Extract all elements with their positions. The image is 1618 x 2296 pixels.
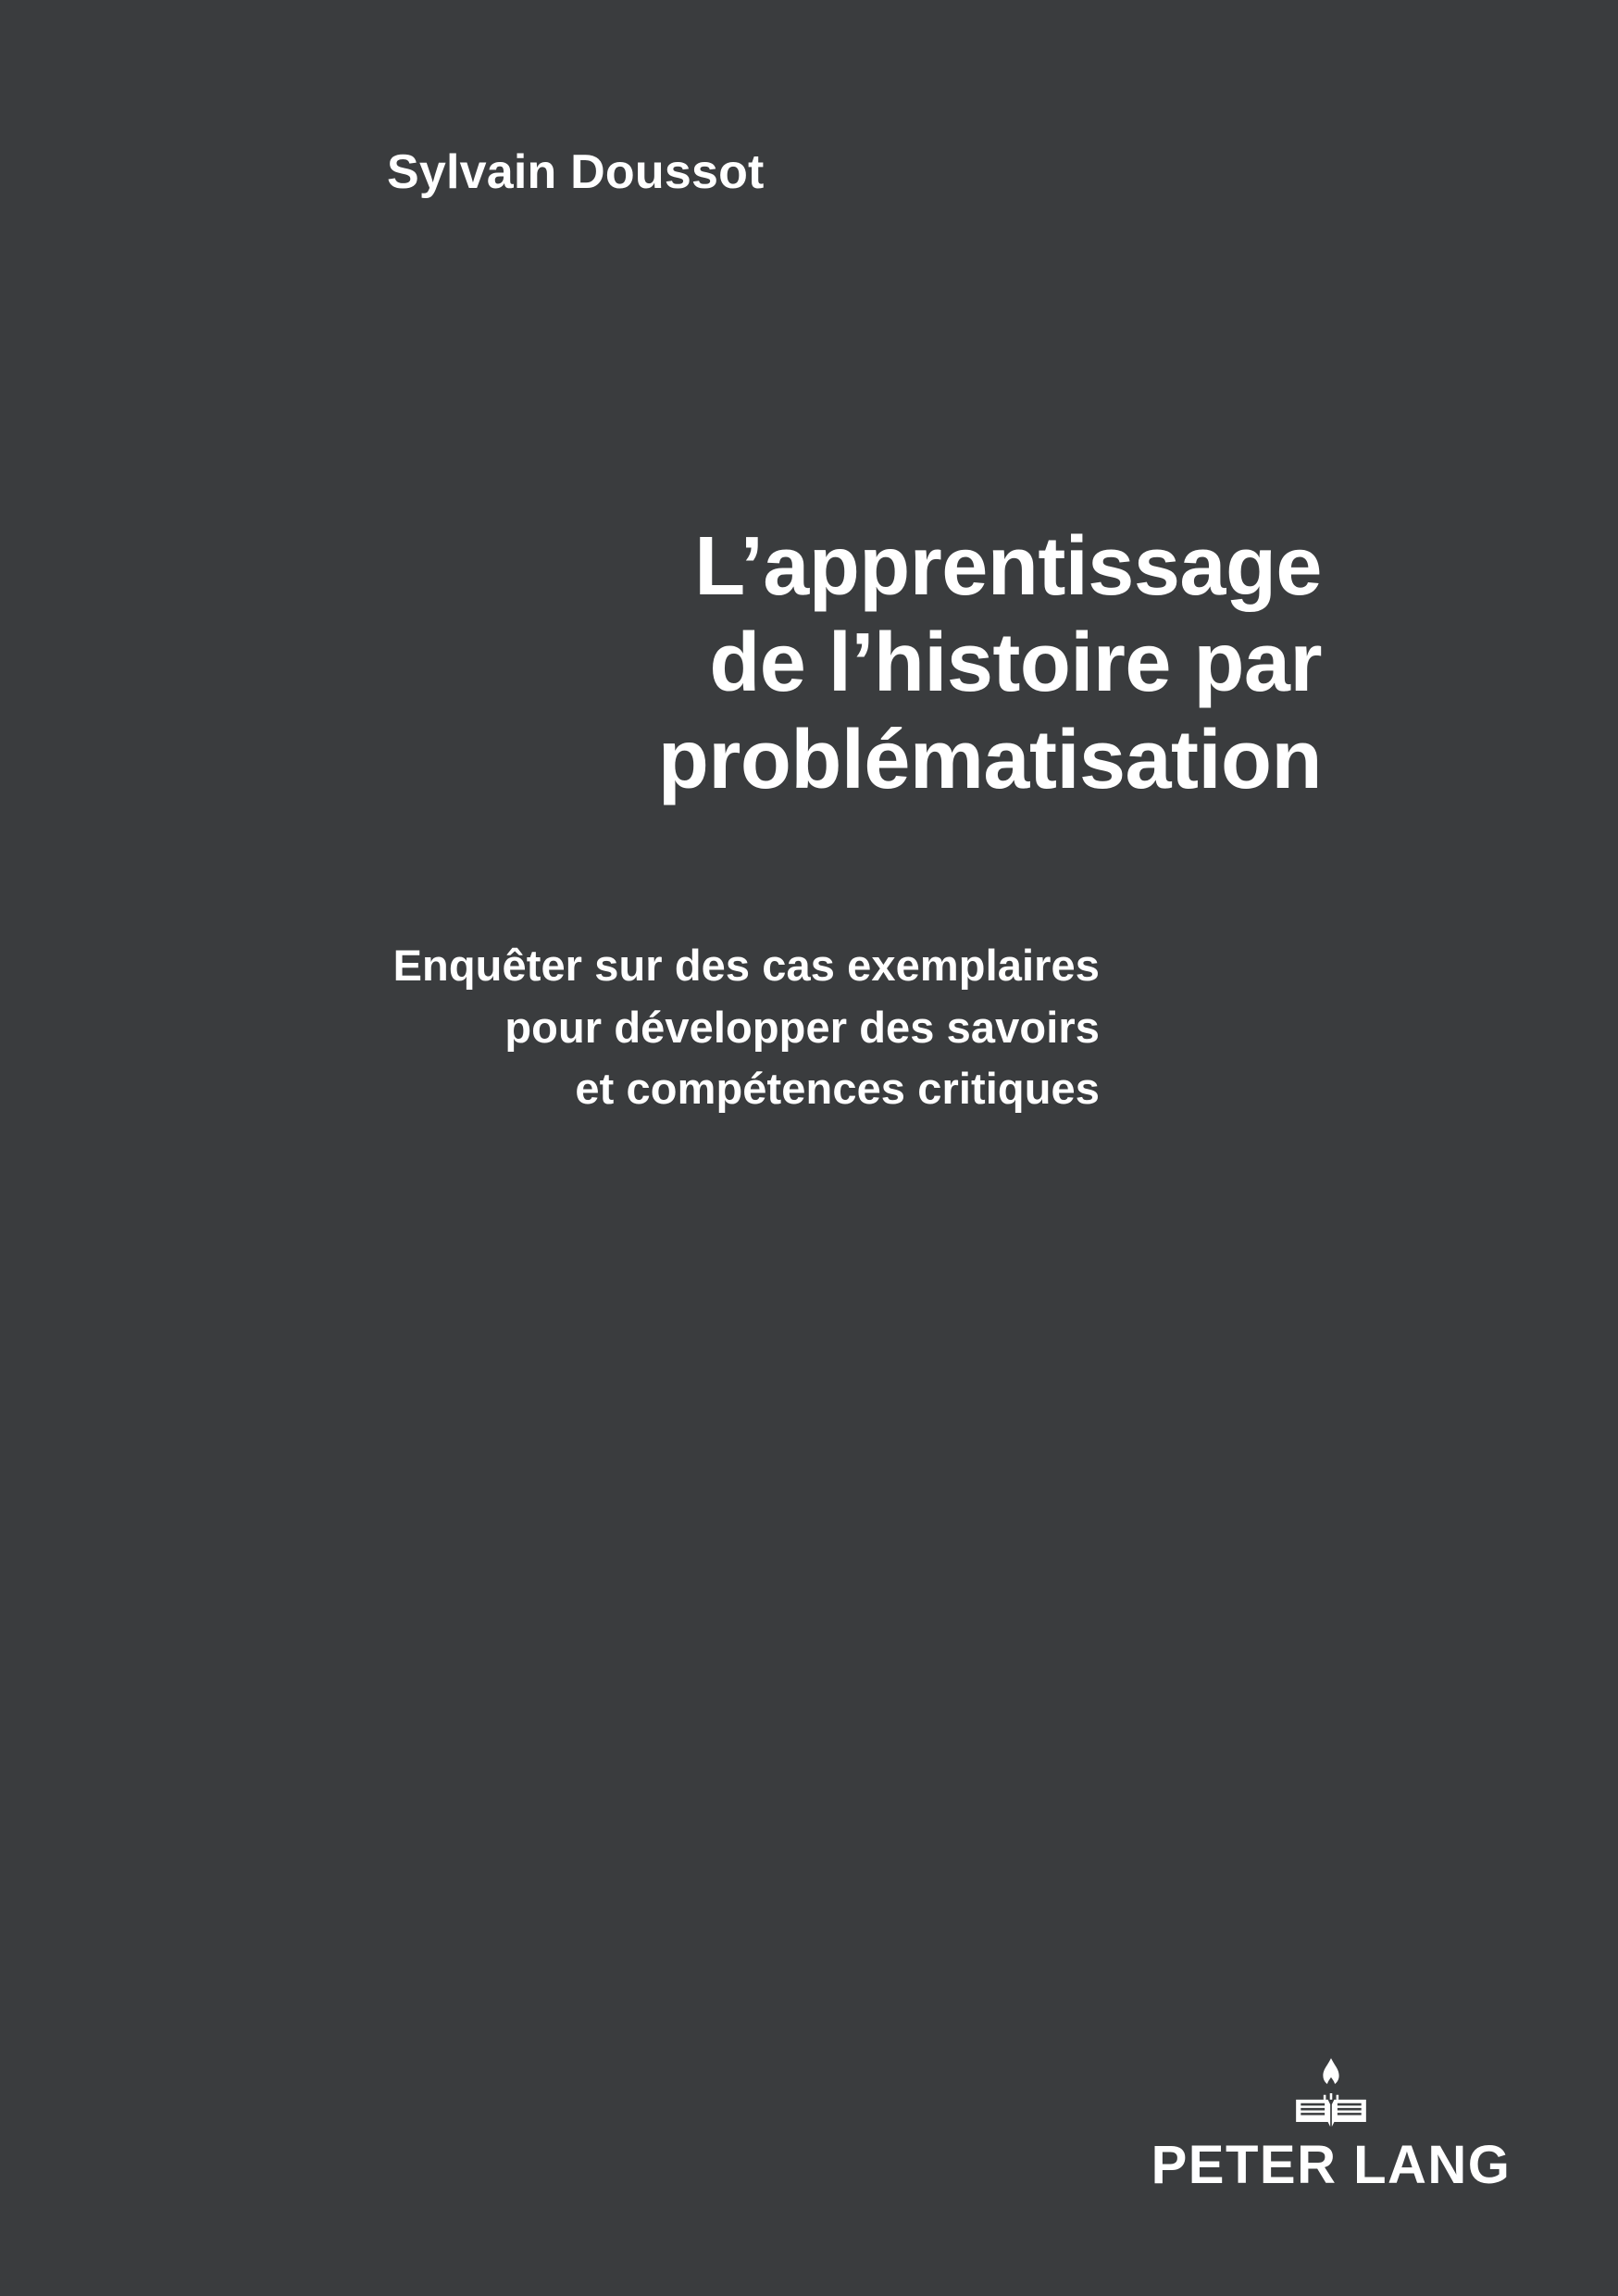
title-line-2: de l’histoire par bbox=[709, 617, 1322, 710]
publisher-name: PETER LANG bbox=[1151, 2135, 1512, 2195]
publisher-block bbox=[1137, 2053, 1525, 2195]
title-line-3: problématisation bbox=[657, 713, 1322, 806]
subtitle-line-1: Enquêter sur des cas exemplaires bbox=[392, 941, 1100, 990]
title-line-1: L’apprentissage bbox=[694, 520, 1322, 613]
author-name: Sylvain Doussot bbox=[387, 145, 765, 199]
book-subtitle bbox=[0, 935, 1100, 1120]
book-title bbox=[0, 518, 1322, 808]
open-book-flame-icon bbox=[1291, 2053, 1371, 2133]
subtitle-line-3: et compétences critiques bbox=[575, 1064, 1100, 1114]
subtitle-line-2: pour développer des savoirs bbox=[504, 1002, 1100, 1052]
